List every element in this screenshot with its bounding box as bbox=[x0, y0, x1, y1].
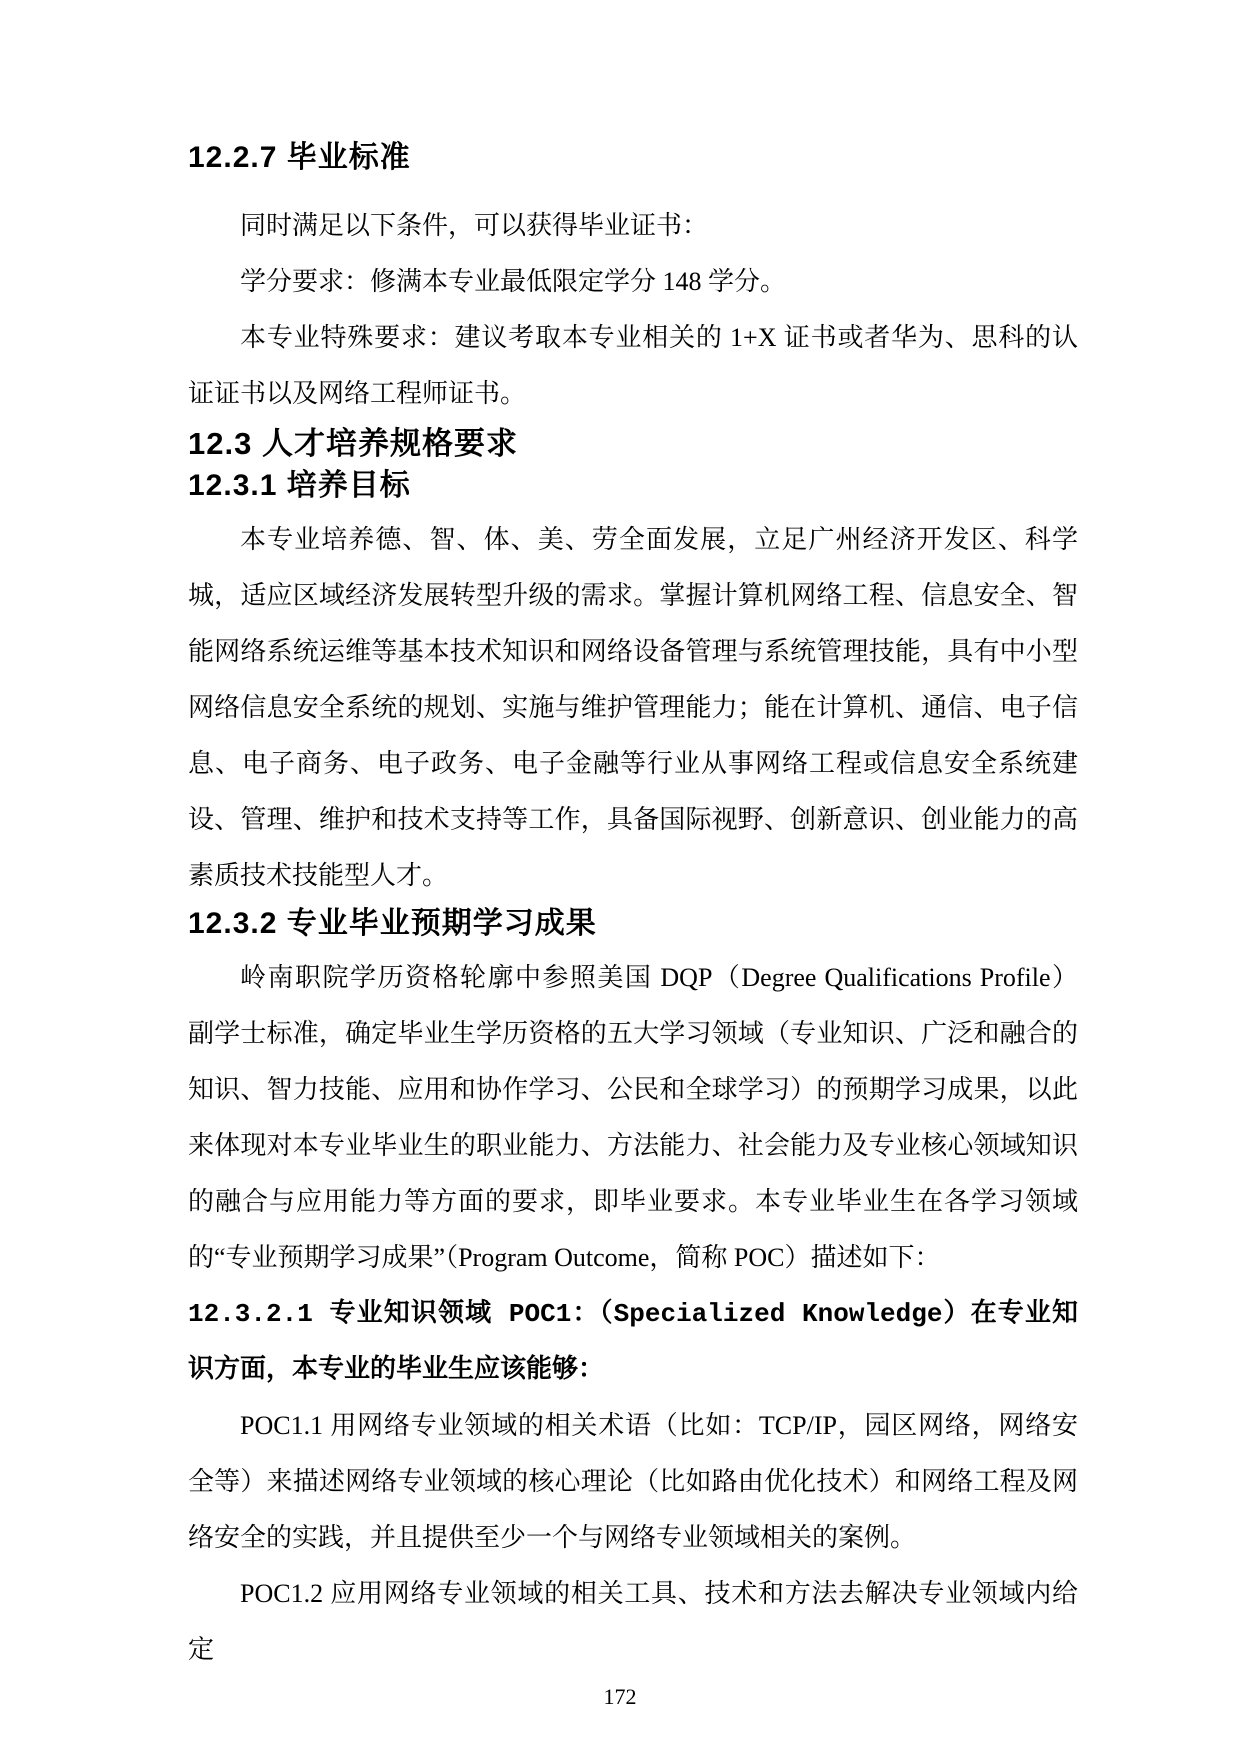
section-heading-12-3-talent-training-spec: 12.3 人才培养规格要求 bbox=[188, 426, 518, 461]
paragraph-training-objective: 本专业培养德、智、体、美、劳全面发展，立足广州经济开发区、科学城，适应区域经济发展转型升级的需求。掌握计算机网络工程、信息安全、智能网络系统运维等基本技术知识和网络设备管理与系统管理技能，具有中小型网络信息安全系统的规划、实施与维护管理能力；能在计算机、通信、电子信息、电子商务、电子政务、电子金融等行业从事网络工程或信息安全系统建设、管理、维护和技术支持等工作，具备国际视野、创新意识、创业能力的高素质技术技能型人才。 bbox=[188, 525, 1078, 890]
paragraph-certificate-conditions: 同时满足以下条件，可以获得毕业证书： bbox=[240, 211, 709, 240]
section-heading-12-3-2-expected-learning-outcomes: 12.3.2 专业毕业预期学习成果 bbox=[188, 907, 597, 940]
subsection-heading-12-3-2-1-specialized-knowledge: 12.3.2.1 专业知识领域 POC1：（Specialized Knowledge）在专业知识方面，本专业的毕业生应该能够： bbox=[188, 1299, 1078, 1385]
paragraph-special-requirement: 本专业特殊要求：建议考取本专业相关的 1+X 证书或者华为、思科的认证证书以及网络工程师证书。 bbox=[188, 323, 1078, 408]
section-heading-12-2-7-graduation-standard: 12.2.7 毕业标准 bbox=[188, 141, 411, 174]
paragraph-credit-requirement: 学分要求：修满本专业最低限定学分 148 学分。 bbox=[240, 267, 787, 296]
paragraph-poc1-1: POC1.1 用网络专业领域的相关术语（比如：TCP/IP，园区网络，网络安全等）来描述网络专业领域的核心理论（比如路由优化技术）和网络工程及网络安全的实践，并且提供至少一个与网络专业领域相关的案例。 bbox=[188, 1411, 1078, 1552]
section-heading-12-3-1-training-objective: 12.3.1 培养目标 bbox=[188, 469, 411, 502]
page-number: 172 bbox=[603, 1684, 637, 1709]
paragraph-dqp-profile: 岭南职院学历资格轮廓中参照美国 DQP（Degree Qualifications Profile） 副学士标准，确定毕业生学历资格的五大学习领域（专业知识、广泛和融合的知识、智力技能、应用和协作学习、公民和全球学习）的预期学习成果，以此来体现对本专业毕业生的职业能力、方法能力、社会能力及专业核心领域知识的融合与应用能力等方面的要求，即毕业要求。本专业毕业生在各学习领域的“专业预期学习成果”（Program Outcome，简称 POC）描述如下： bbox=[188, 963, 1078, 1272]
paragraph-poc1-2: POC1.2 应用网络专业领域的相关工具、技术和方法去解决专业领域内给定 bbox=[188, 1579, 1078, 1664]
